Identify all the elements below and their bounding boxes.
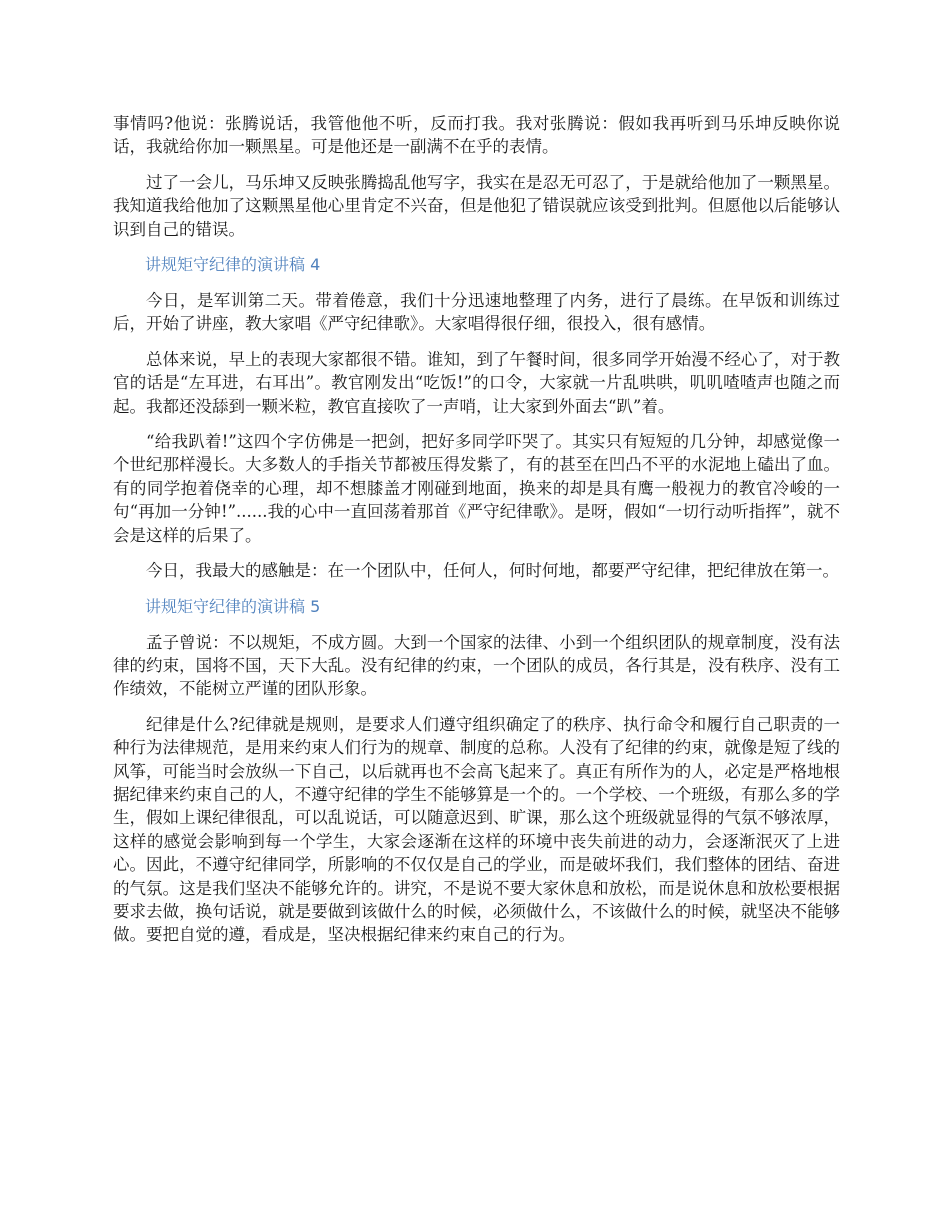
paragraph: 今日，我最大的感触是：在一个团队中，任何人，何时何地，都要严守纪律，把纪律放在第一。 — [146, 561, 839, 581]
section-heading-5: 讲规矩守纪律的演讲稿 5 — [145, 596, 321, 616]
paragraph: 孟子曾说：不以规矩，不成方圆。大到一个国家的法律、小到一个组织团队的规章制度，没有法律的约束，国将不国，天下大乱。没有纪律的约束，一个团队的成员，各行其是，没有秩序、没有工作绩效，不能树立严谨的团队形象。 — [113, 632, 840, 699]
paragraph-continuation: 事情吗?他说：张腾说话，我管他他不听，反而打我。我对张腾说：假如我再听到马乐坤反映你说话，我就给你加一颗黑星。可是他还是一副满不在乎的表情。 — [113, 114, 840, 157]
paragraph: 过了一会儿，马乐坤又反映张腾捣乱他写字，我实在是忍无可忍了，于是就给他加了一颗黑星。我知道我给他加了这颗黑星他心里肯定不兴奋，但是他犯了错误就应该受到批判。但愿他以后能够认识到自己的错误。 — [113, 172, 840, 239]
paragraph: 纪律是什么?纪律就是规则，是要求人们遵守组织确定了的秩序、执行命令和履行自己职责的一种行为法律规范，是用来约束人们行为的规章、制度的总称。人没有了纪律的约束，就像是短了线的风筝，可能当时会放纵一下自己，以后就再也不会高飞起来了。真正有所作为的人，必定是严格地根据纪律来约束自己的人，不遵守纪律的学生不能够算是一个的。一个学校、一个班级，有那么多的学生，假如上课纪律很乱，可以乱说话，可以随意迟到、旷课，那么这个班级就显得的气氛不够浓厚，这样的感觉会影响到每一个学生，大家会逐渐在这样的环境中丧失前进的动力，会逐渐泯灭了上进心。因此，不遵守纪律同学，所影响的不仅仅是自己的学业，而是破坏我们，我们整体的团结、奋进的气氛。这是我们坚决不能够允许的。讲究，不是说不要大家休息和放松，而是说休息和放松要根据要求去做，换句话说，就是要做到该做什么的时候，必须做什么，不该做什么的时候，就坚决不能够做。要把自觉的遵，看成是，坚决根据纪律来约束自己的行为。 — [113, 714, 840, 945]
section-heading-4: 讲规矩守纪律的演讲稿 4 — [145, 255, 321, 275]
paragraph: 今日，是军训第二天。带着倦意，我们十分迅速地整理了内务，进行了晨练。在早饭和训练过后，开始了讲座，教大家唱《严守纪律歌》。大家唱得很仔细，很投入，很有感情。 — [113, 291, 840, 334]
document-page — [113, 112, 840, 959]
paragraph: 总体来说，早上的表现大家都很不错。谁知，到了午餐时间，很多同学开始漫不经心了，对于教官的话是“左耳进，右耳出”。教官刚发出“吃饭!”的口令，大家就一片乱哄哄，叽叽喳喳声也随之而起。我都还没舔到一颗米粒，教官直接吹了一声哨，让大家到外面去“趴”着。 — [113, 349, 840, 416]
paragraph: “给我趴着!”这四个字仿佛是一把剑，把好多同学吓哭了。其实只有短短的几分钟，却感觉像一个世纪那样漫长。大多数人的手指关节都被压得发紫了，有的甚至在凹凸不平的水泥地上磕出了血。有的同学抱着侥幸的心理，却不想膝盖才刚碰到地面，换来的却是具有鹰一般视力的教官冷峻的一句“再加一分钟!”......我的心中一直回荡着那首《严守纪律歌》。是呀，假如“一切行动听指挥”，就不会是这样的后果了。 — [113, 432, 840, 545]
